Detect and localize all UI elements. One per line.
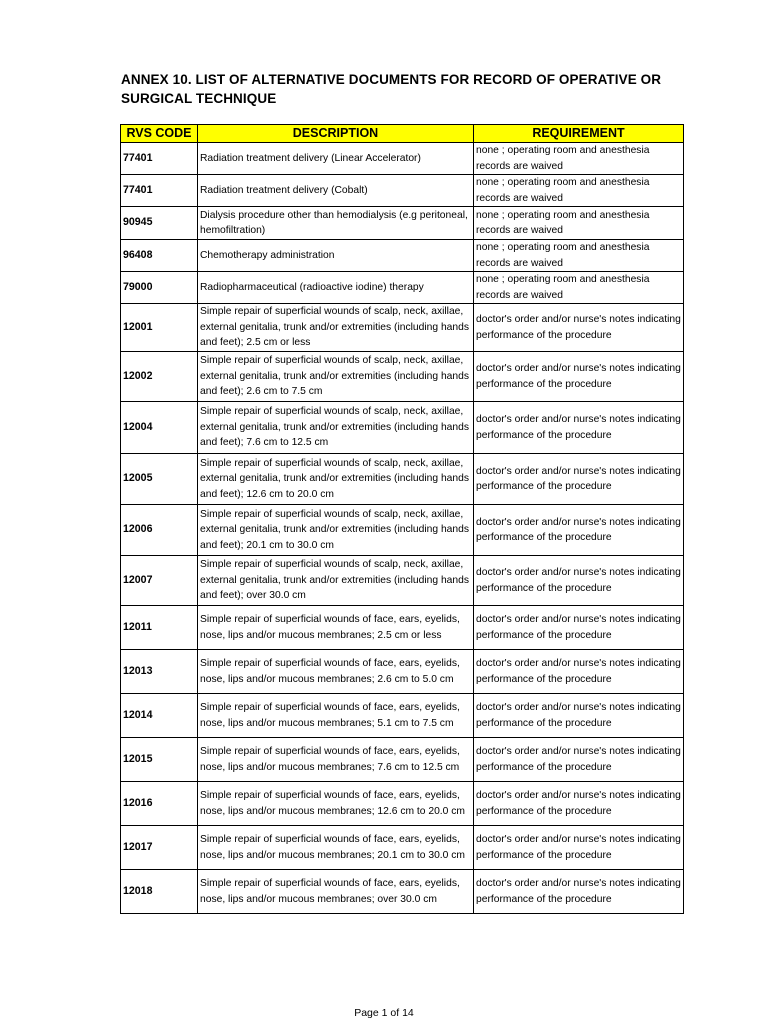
header-rvs-code: RVS CODE [121,125,198,143]
description-cell: Simple repair of superficial wounds of face, ears, eyelids, nose, lips and/or mucous membranes; over 30.0 cm [198,870,474,914]
table-row [121,782,684,826]
requirement-cell: none ; operating room and anesthesia records are waived [474,240,684,272]
rvs-code-cell: 77401 [121,143,198,175]
rvs-code-cell: 90945 [121,207,198,240]
requirement-cell: doctor's order and/or nurse's notes indicating performance of the procedure [474,352,684,402]
description-cell: Simple repair of superficial wounds of scalp, neck, axillae, external genitalia, trunk and/or extremities (including hands and feet); 7.6 cm to 12.5 cm [198,402,474,454]
table-header-row [121,125,684,143]
rvs-code-cell: 12005 [121,454,198,505]
rvs-code-cell: 12015 [121,738,198,782]
requirement-cell: doctor's order and/or nurse's notes indicating performance of the procedure [474,870,684,914]
table-row [121,606,684,650]
alternative-documents-table [120,124,684,914]
description-cell: Simple repair of superficial wounds of face, ears, eyelids, nose, lips and/or mucous membranes; 12.6 cm to 20.0 cm [198,782,474,826]
requirement-cell: doctor's order and/or nurse's notes indicating performance of the procedure [474,454,684,505]
rvs-code-cell: 77401 [121,175,198,207]
rvs-code-cell: 12018 [121,870,198,914]
table-row [121,402,684,454]
table-row [121,505,684,556]
rvs-code-cell: 12014 [121,694,198,738]
table-row [121,304,684,352]
rvs-code-cell: 12017 [121,826,198,870]
description-cell: Simple repair of superficial wounds of scalp, neck, axillae, external genitalia, trunk and/or extremities (including hands and feet); 20.1 cm to 30.0 cm [198,505,474,556]
page-number: Page 1 of 14 [354,1007,414,1019]
table-row [121,650,684,694]
table-row [121,454,684,505]
table-row [121,694,684,738]
requirement-cell: doctor's order and/or nurse's notes indicating performance of the procedure [474,694,684,738]
requirement-cell: none ; operating room and anesthesia records are waived [474,272,684,304]
table-row [121,352,684,402]
requirement-cell: doctor's order and/or nurse's notes indicating performance of the procedure [474,738,684,782]
table-row [121,207,684,240]
description-cell: Chemotherapy administration [198,240,474,272]
table-row [121,556,684,606]
rvs-code-cell: 12001 [121,304,198,352]
requirement-cell: doctor's order and/or nurse's notes indicating performance of the procedure [474,826,684,870]
description-cell: Simple repair of superficial wounds of scalp, neck, axillae, external genitalia, trunk and/or extremities (including hands and feet); 2.6 cm to 7.5 cm [198,352,474,402]
table-row [121,272,684,304]
requirement-cell: none ; operating room and anesthesia records are waived [474,207,684,240]
requirement-cell: doctor's order and/or nurse's notes indicating performance of the procedure [474,505,684,556]
requirement-cell: none ; operating room and anesthesia records are waived [474,143,684,175]
description-cell: Simple repair of superficial wounds of scalp, neck, axillae, external genitalia, trunk and/or extremities (including hands and feet); 2.5 cm or less [198,304,474,352]
rvs-code-cell: 12013 [121,650,198,694]
requirement-cell: doctor's order and/or nurse's notes indicating performance of the procedure [474,650,684,694]
requirement-cell: doctor's order and/or nurse's notes indicating performance of the procedure [474,304,684,352]
description-cell: Simple repair of superficial wounds of face, ears, eyelids, nose, lips and/or mucous membranes; 7.6 cm to 12.5 cm [198,738,474,782]
description-cell: Radiopharmaceutical (radioactive iodine) therapy [198,272,474,304]
table-row [121,826,684,870]
table-row [121,240,684,272]
rvs-code-cell: 12016 [121,782,198,826]
description-cell: Simple repair of superficial wounds of face, ears, eyelids, nose, lips and/or mucous membranes; 2.6 cm to 5.0 cm [198,650,474,694]
description-cell: Simple repair of superficial wounds of scalp, neck, axillae, external genitalia, trunk and/or extremities (including hands and feet); over 30.0 cm [198,556,474,606]
rvs-code-cell: 12007 [121,556,198,606]
description-cell: Dialysis procedure other than hemodialysis (e.g peritoneal, hemofiltration) [198,207,474,240]
table-body [121,143,684,914]
rvs-code-cell: 12002 [121,352,198,402]
rvs-code-cell: 96408 [121,240,198,272]
rvs-code-cell: 12006 [121,505,198,556]
rvs-code-cell: 12011 [121,606,198,650]
description-cell: Simple repair of superficial wounds of face, ears, eyelids, nose, lips and/or mucous membranes; 20.1 cm to 30.0 cm [198,826,474,870]
table-row [121,870,684,914]
rvs-code-cell: 12004 [121,402,198,454]
header-requirement: REQUIREMENT [474,125,684,143]
requirement-cell: doctor's order and/or nurse's notes indicating performance of the procedure [474,606,684,650]
requirement-cell: doctor's order and/or nurse's notes indicating performance of the procedure [474,782,684,826]
requirement-cell: doctor's order and/or nurse's notes indicating performance of the procedure [474,402,684,454]
requirement-cell: none ; operating room and anesthesia records are waived [474,175,684,207]
rvs-code-cell: 79000 [121,272,198,304]
table-row [121,738,684,782]
description-cell: Simple repair of superficial wounds of face, ears, eyelids, nose, lips and/or mucous membranes; 2.5 cm or less [198,606,474,650]
requirement-cell: doctor's order and/or nurse's notes indicating performance of the procedure [474,556,684,606]
description-cell: Radiation treatment delivery (Linear Accelerator) [198,143,474,175]
table-row [121,175,684,207]
description-cell: Simple repair of superficial wounds of scalp, neck, axillae, external genitalia, trunk and/or extremities (including hands and feet); 12.6 cm to 20.0 cm [198,454,474,505]
description-cell: Simple repair of superficial wounds of face, ears, eyelids, nose, lips and/or mucous membranes; 5.1 cm to 7.5 cm [198,694,474,738]
table-row [121,143,684,175]
description-cell: Radiation treatment delivery (Cobalt) [198,175,474,207]
header-description: DESCRIPTION [198,125,474,143]
document-title: ANNEX 10. LIST OF ALTERNATIVE DOCUMENTS FOR RECORD OF OPERATIVE OR SURGICAL TECHNIQUE [121,72,662,106]
